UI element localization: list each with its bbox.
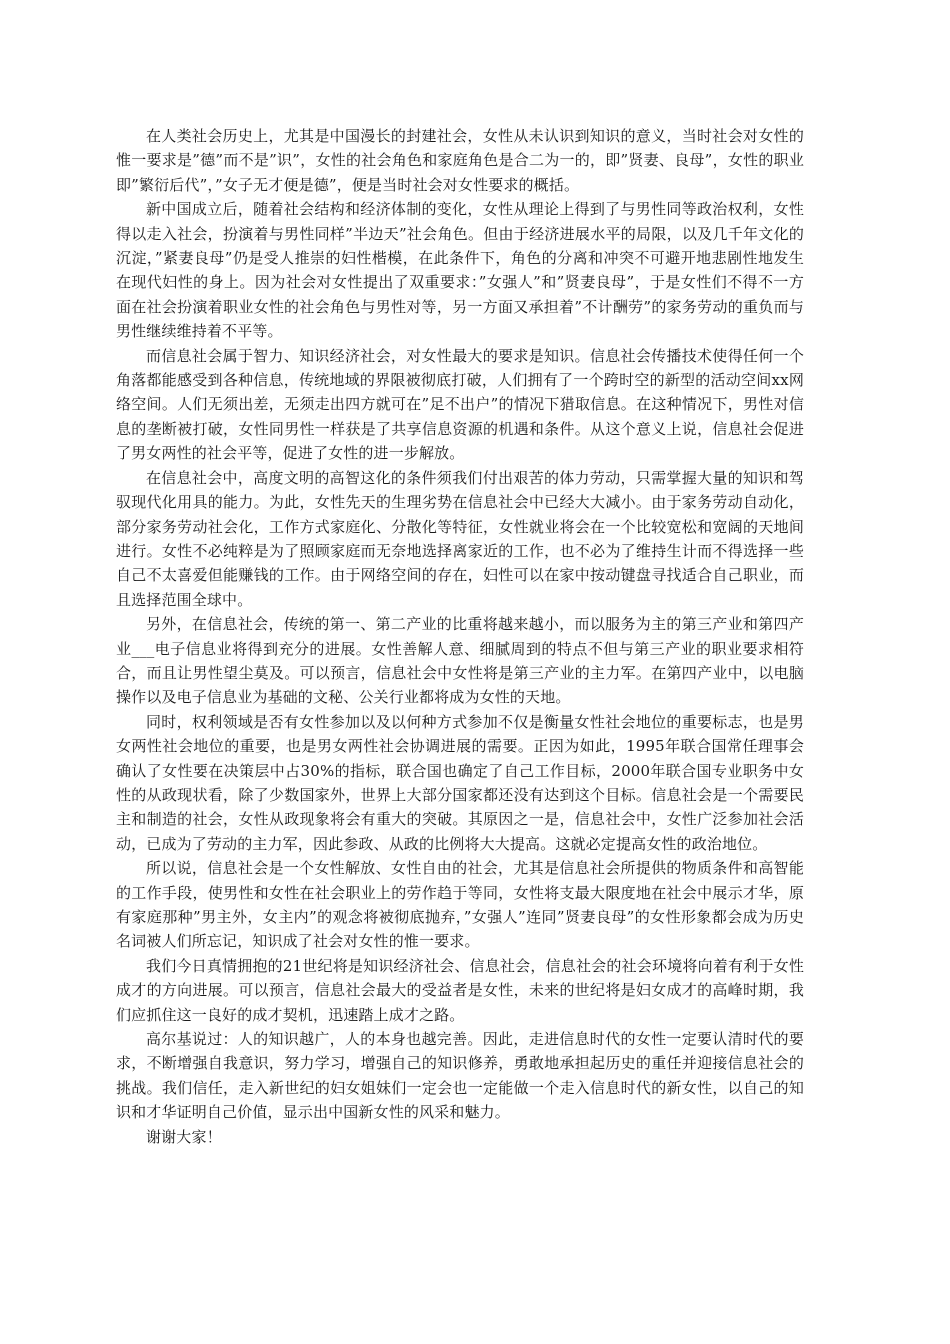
paragraph-9: 高尔基说过：人的知识越广，人的本身也越完善。因此，走进信息时代的女性一定要认清时代的要求，不断增强自我意识，努力学习，增强自己的知识修养，勇敢地承担起历史的重任并迎接信息社会的挑战。我们信任，走入新世纪的妇女姐妹们一定会也一定能做一个走入信息时代的新女性，以自己的知识和才华证明自己价值，显示出中国新女性的风采和魅力。 bbox=[116, 1030, 804, 1122]
paragraph-1: 在人类社会历史上，尤其是中国漫长的封建社会，女性从未认识到知识的意义，当时社会对女性的惟一要求是”德”而不是”识”，女性的社会角色和家庭角色是合二为一的，即”贤妻、良母”，女性的职业即”繁衍后代”，”女子无才便是德”，便是当时社会对女性要求的概括。 bbox=[116, 127, 804, 194]
document-page bbox=[116, 124, 804, 1149]
closing-line: 谢谢大家！ bbox=[146, 1127, 222, 1146]
paragraph-5: 另外，在信息社会，传统的第一、第二产业的比重将越来越小，而以服务为主的第三产业和第四产业___电子信息业将得到充分的进展。女性善解人意、细腻周到的特点不但与第三产业的职业要求相符合，而且让男性望尘莫及。可以预言，信息社会中女性将是第三产业的主力军。在第四产业中，以电脑操作以及电子信息业为基础的文秘、公关行业都将成为女性的天地。 bbox=[116, 615, 804, 707]
paragraph-3: 而信息社会属于智力、知识经济社会，对女性最大的要求是知识。信息社会传播技术使得任何一个角落都能感受到各种信息，传统地域的界限被彻底打破，人们拥有了一个跨时空的新型的活动空间xx网络空间。人们无须出差，无须走出四方就可在”足不出户”的情况下猎取信息。在这种情况下，男性对信息的垄断被打破，女性同男性一样获是了共享信息资源的机遇和条件。从这个意义上说，信息社会促进了男女两性的社会平等，促进了女性的进一步解放。 bbox=[116, 346, 804, 463]
paragraph-4: 在信息社会中，高度文明的高智这化的条件须我们付出艰苦的体力劳动，只需掌握大量的知识和驾驭现代化用具的能力。为此，女性先天的生理劣势在信息社会中已经大大减小。由于家务劳动自动化，部分家务劳动社会化，工作方式家庭化、分散化等特征，女性就业将会在一个比较宽松和宽阔的天地间进行。女性不必纯粹是为了照顾家庭而无奈地选择离家近的工作，也不必为了维持生计而不得选择一些自己不太喜爱但能赚钱的工作。由于网络空间的存在，妇性可以在家中按动键盘寻找适合自己职业，而且选择范围全球中。 bbox=[116, 468, 804, 609]
paragraph-2: 新中国成立后，随着社会结构和经济体制的变化，女性从理论上得到了与男性同等政治权利，女性得以走入社会，扮演着与男性同样”半边天”社会角色。但由于经济进展水平的局限，以及几千年文化的沉淀，”紧妻良母”仍是受人推崇的妇性楷模，在此条件下，角色的分离和冲突不可避开地悲剧性地发生在现代妇性的身上。因为社会对女性提出了双重要求：”女强人”和”贤妻良母”，于是女性们不得不一方面在社会扮演着职业女性的社会角色与男性对等，另一方面又承担着”不计酬劳”的家务劳动的重负而与男性继续维持着不平等。 bbox=[116, 200, 804, 341]
paragraph-6: 同时，权利领域是否有女性参加以及以何种方式参加不仅是衡量女性社会地位的重要标志，也是男女两性社会地位的重要，也是男女两性社会协调进展的需要。正因为如此，1995年联合国常任理事会确认了女性要在决策层中占30%的指标，联合国也确定了自己工作目标，2000年联合国专业职务中女性的从政现状看，除了少数国家外，世界上大部分国家都还没有达到这个目标。信息社会是一个需要民主和制造的社会，女性从政现象将会有重大的突破。其原因之一是，信息社会中，女性广泛参加社会活动，已成为了劳动的主力军，因此参政、从政的比例将大大提高。这就必定提高女性的政治地位。 bbox=[116, 712, 804, 853]
paragraph-7: 所以说，信息社会是一个女性解放、女性自由的社会，尤其是信息社会所提供的物质条件和高智能的工作手段，使男性和女性在社会职业上的劳作趋于等同，女性将支最大限度地在社会中展示才华，原有家庭那种”男主外，女主内”的观念将被彻底抛弃，”女强人”连同”贤妻良母”的女性形象都会成为历史名词被人们所忘记，知识成了社会对女性的惟一要求。 bbox=[116, 859, 804, 951]
paragraph-8: 我们今日真情拥抱的21世纪将是知识经济社会、信息社会，信息社会的社会环境将向着有利于女性成才的方向进展。可以预言，信息社会最大的受益者是女性，未来的世纪将是妇女成才的高峰时期，我们应抓住这一良好的成才契机，迅速踏上成才之路。 bbox=[116, 956, 804, 1024]
